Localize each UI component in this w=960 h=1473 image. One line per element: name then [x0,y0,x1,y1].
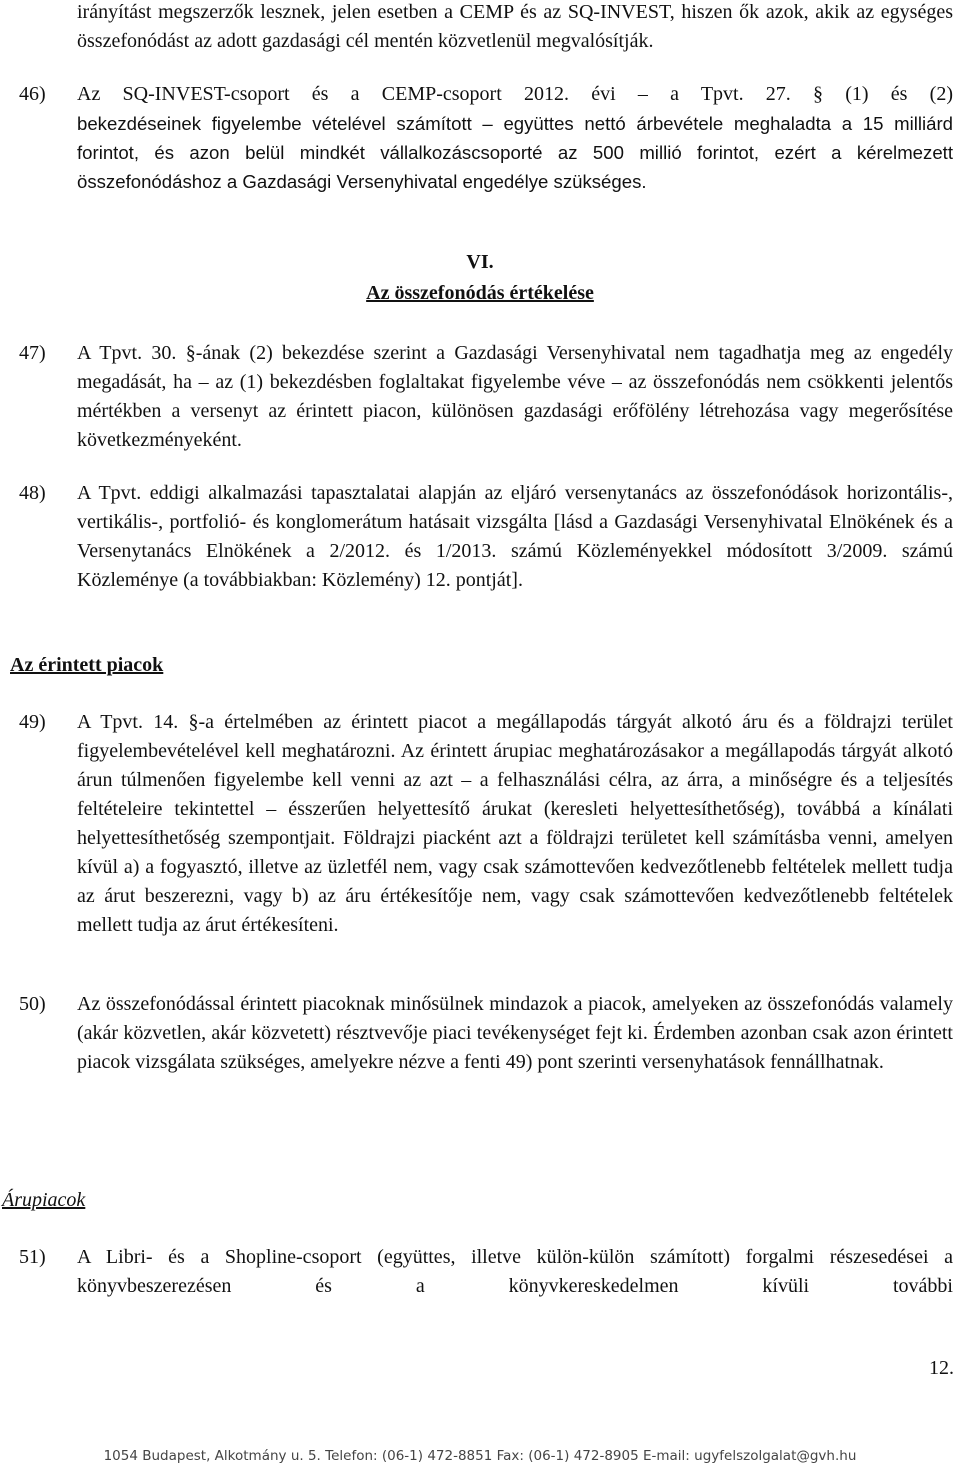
paragraph-49: A Tpvt. 14. §-a értelmében az érintett piacot a megállapodás tárgyát alkotó áru és a földrajzi terület figyelembevételével kell meghatározni. Az érintett árupiac meghatározásakor a megállapodás tárgyát alkotó árun túlmenően figyelembe kell venni az azt – a felhasználási célra, az árra, a minőségre és a teljesítés feltételeire tekintettel – ésszerűen helyettesítő árukat (keresleti helyettesíthetőség), továbbá a kínálati helyettesíthetőség szempontjait. Földrajzi piacként azt a földrajzi területet kell számításba venni, amelyen kívül a) a fogyasztó, illetve az üzletfél nem, vagy csak számottevően kedvezőtlenebb feltételek mellett tudja az árut beszerezni, vagy b) az áru értékesítője nem, vagy csak számottevően kedvezőtlenebb feltételek mellett tudja az árut értékesíteni. [77,711,953,936]
paragraph-number-50: 50) [19,993,46,1015]
paragraph-46-lead: Az SQ-INVEST-csoport és a CEMP-csoport 2012. évi – a Tpvt. 27. § (1) és (2) [77,83,953,105]
paragraph-number-47: 47) [19,342,46,364]
paragraph-48: A Tpvt. eddigi alkalmazási tapasztalatai alapján az eljáró versenytanács az összefonódások horizontális-, vertikális-, portfolió- és konglomerátum hatásait vizsgálta [lásd a Gazdasági Versenyhivatal Elnökének és a Versenytanács Elnökének a 2/2012. és 1/2013. számú Közleményekkel módosított 3/2009. számú Közleménye (a továbbiakban: Közlemény) 12. pontját]. [77,482,953,591]
section-title: Az összefonódás értékelése [366,282,594,304]
page-number: 12. [929,1357,954,1379]
paragraph-number-48: 48) [19,482,46,504]
paragraph-50: Az összefonódással érintett piacoknak minősülnek mindazok a piacok, amelyeken az összefonódás valamely (akár közvetlen, akár közvetett) résztvevője piaci tevékenységet fejt ki. Érdemben azonban csak azon érintett piacok vizsgálata szükséges, amelyekre nézve a fenti 49) pont szerinti versenyhatások fennállhatnak. [77,993,953,1073]
paragraph-number-49: 49) [19,711,46,733]
paragraph-46-body: bekezdéseinek figyelembe vételével számított – együttes nettó árbevétele meghaladta a 15 milliárd forintot, és azon belül mindkét vállalkozáscsoporté az 500 millió forintot, ezért a kérelmezett összefonódáshoz a Gazdasági Versenyhivatal engedélye szükséges. [77,113,953,192]
continuation-paragraph: irányítást megszerzők lesznek, jelen esetben a CEMP és az SQ-INVEST, hiszen ők azok, akik az egységes összefonódást az adott gazdasági cél mentén közvetlenül megvalósítják. [77,1,953,52]
paragraph-51: A Libri- és a Shopline-csoport (együttes, illetve külön-külön számított) forgalmi részesedései a könyvbeszerezésen és a könyvkereskedelmen kívüli további [77,1246,953,1297]
subheading-product-markets: Árupiacok [2,1189,86,1211]
paragraph-number-46: 46) [19,83,46,105]
subheading-affected-markets: Az érintett piacok [10,654,164,676]
page-footer: 1054 Budapest, Alkotmány u. 5. Telefon: (06-1) 472-8851 Fax: (06-1) 472-8905 E-mail: ugyfelszolgalat@gvh.hu [103,1448,857,1464]
section-number: VI. [466,251,494,273]
paragraph-47: A Tpvt. 30. §-ának (2) bekezdése szerint a Gazdasági Versenyhivatal nem tagadhatja meg az engedély megadását, ha – az (1) bekezdésben foglaltakat figyelembe véve – az összefonódás nem csökkenti jelentős mértékben a versenyt az érintett piacon, különösen gazdasági erőfölény létrehozása vagy megerősítése következményeként. [77,342,953,451]
paragraph-number-51: 51) [19,1246,46,1268]
